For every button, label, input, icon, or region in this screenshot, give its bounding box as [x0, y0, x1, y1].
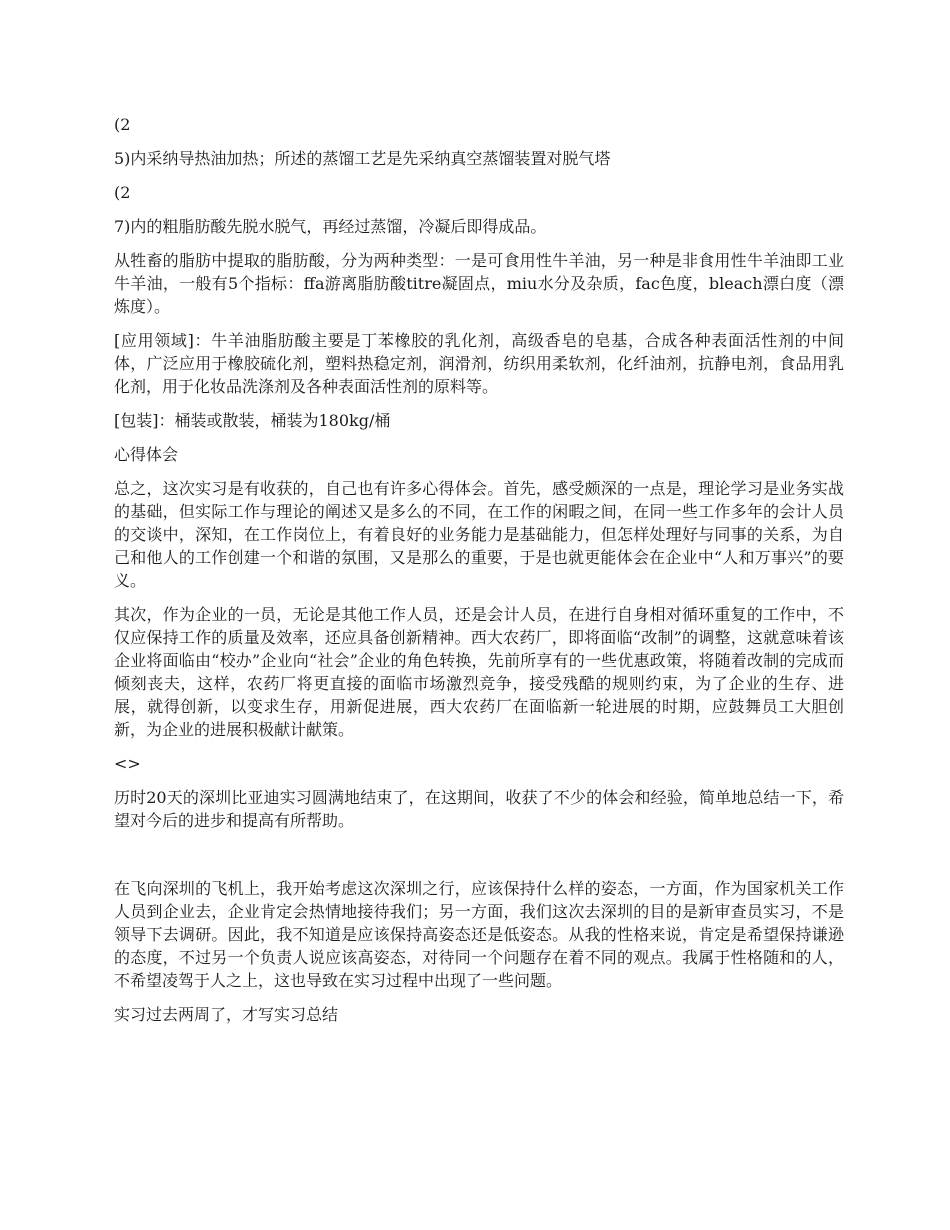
paragraph-summary-second: 其次，作为企业的一员，无论是其他工作人员，还是会计人员，在进行自身相对循环重复的工作中，不仅应保持工作的质量及效率，还应具备创新精神。西大农药厂，即将面临“改制”的调整，这就意味着该企业将面临由“校办”企业向“社会”企业的角色转换，先前所享有的一些优惠政策，将随着改制的完成而倾刻丧夫，这样，农药厂将更直接的面临市场激烈竞争，接受残酷的规则约束，为了企业的生存、进展，就得创新，以变求生存，用新促进展，西大农药厂在面临新一轮进展的时期，应鼓舞员工大胆创新，为企业的进展积极献计献策。 [114, 605, 844, 739]
section-heading-experience: 心得体会 [114, 445, 179, 464]
paragraph-packaging: [包装]：桶装或散装，桶装为180kg/桶 [114, 411, 391, 430]
separator-marker: <> [114, 754, 141, 773]
paragraph-fatty-acid-types: 从牲畜的脂肪中提取的脂肪酸，分为两种类型：一是可食用性牛羊油，另一种是非食用性牛羊油即工业牛羊油，一般有5个指标：ffa游离脂肪酸titre凝固点，miu水分及杂质，fac色度，bleach漂白度（漂炼度）。 [114, 251, 844, 316]
paragraph-closing: 实习过去两周了，才写实习总结 [114, 1005, 339, 1024]
paragraph-summary-first: 总之，这次实习是有收获的，自己也有许多心得体会。首先，感受颇深的一点是，理论学习是业务实战的基础，但实际工作与理论的阐述又是多么的不同，在工作的闲暇之间，在同一些工作多年的会计人员的交谈中，深知，在工作岗位上，有着良好的业务能力是基础能力，但怎样处理好与同事的关系，为自己和他人的工作创建一个和谐的氛围，又是那么的重要，于是也就更能体会在企业中“人和万事兴”的要义。 [114, 479, 844, 590]
paragraph-application-fields: [应用领域]：牛羊油脂肪酸主要是丁苯橡胶的乳化剂，高级香皂的皂基，合成各种表面活性剂的中间体，广泛应用于橡胶硫化剂，塑料热稳定剂，润滑剂，纺织用柔软剂，化纤油剂，抗静电剂，食品用乳化剂，用于化妆品洗涤剂及各种表面活性剂的原料等。 [114, 331, 844, 396]
paragraph-fragment-open-2a: (2 [114, 115, 131, 134]
paragraph-flight-reflection: 在飞向深圳的飞机上，我开始考虑这次深圳之行，应该保持什么样的姿态，一方面，作为国家机关工作人员到企业去，企业肯定会热情地接待我们；另一方面，我们这次去深圳的目的是新审查员实习，不是领导下去调研。因此，我不知道是应该保持高姿态还是低姿态。从我的性格来说，肯定是希望保持谦逊的态度，不过另一个负责人说应该高姿态，对待同一个问题存在着不同的观点。我属于性格随和的人，不希望凌驾于人之上，这也导致在实习过程中出现了一些问题。 [114, 879, 844, 990]
paragraph-heating-process: 5)内采纳导热油加热；所述的蒸馏工艺是先采纳真空蒸馏装置对脱气塔 [114, 149, 611, 168]
paragraph-fragment-open-2b: (2 [114, 183, 131, 202]
document-page [114, 113, 844, 1037]
paragraph-internship-intro: 历时20天的深圳比亚迪实习圆满地结束了，在这期间，收获了不少的体会和经验，简单地总结一下，希望对今后的进步和提高有所帮助。 [114, 788, 844, 830]
blank-spacer [114, 843, 844, 877]
paragraph-distillation: 7)内的粗脂肪酸先脱水脱气，再经过蒸馏，冷凝后即得成品。 [114, 217, 547, 236]
